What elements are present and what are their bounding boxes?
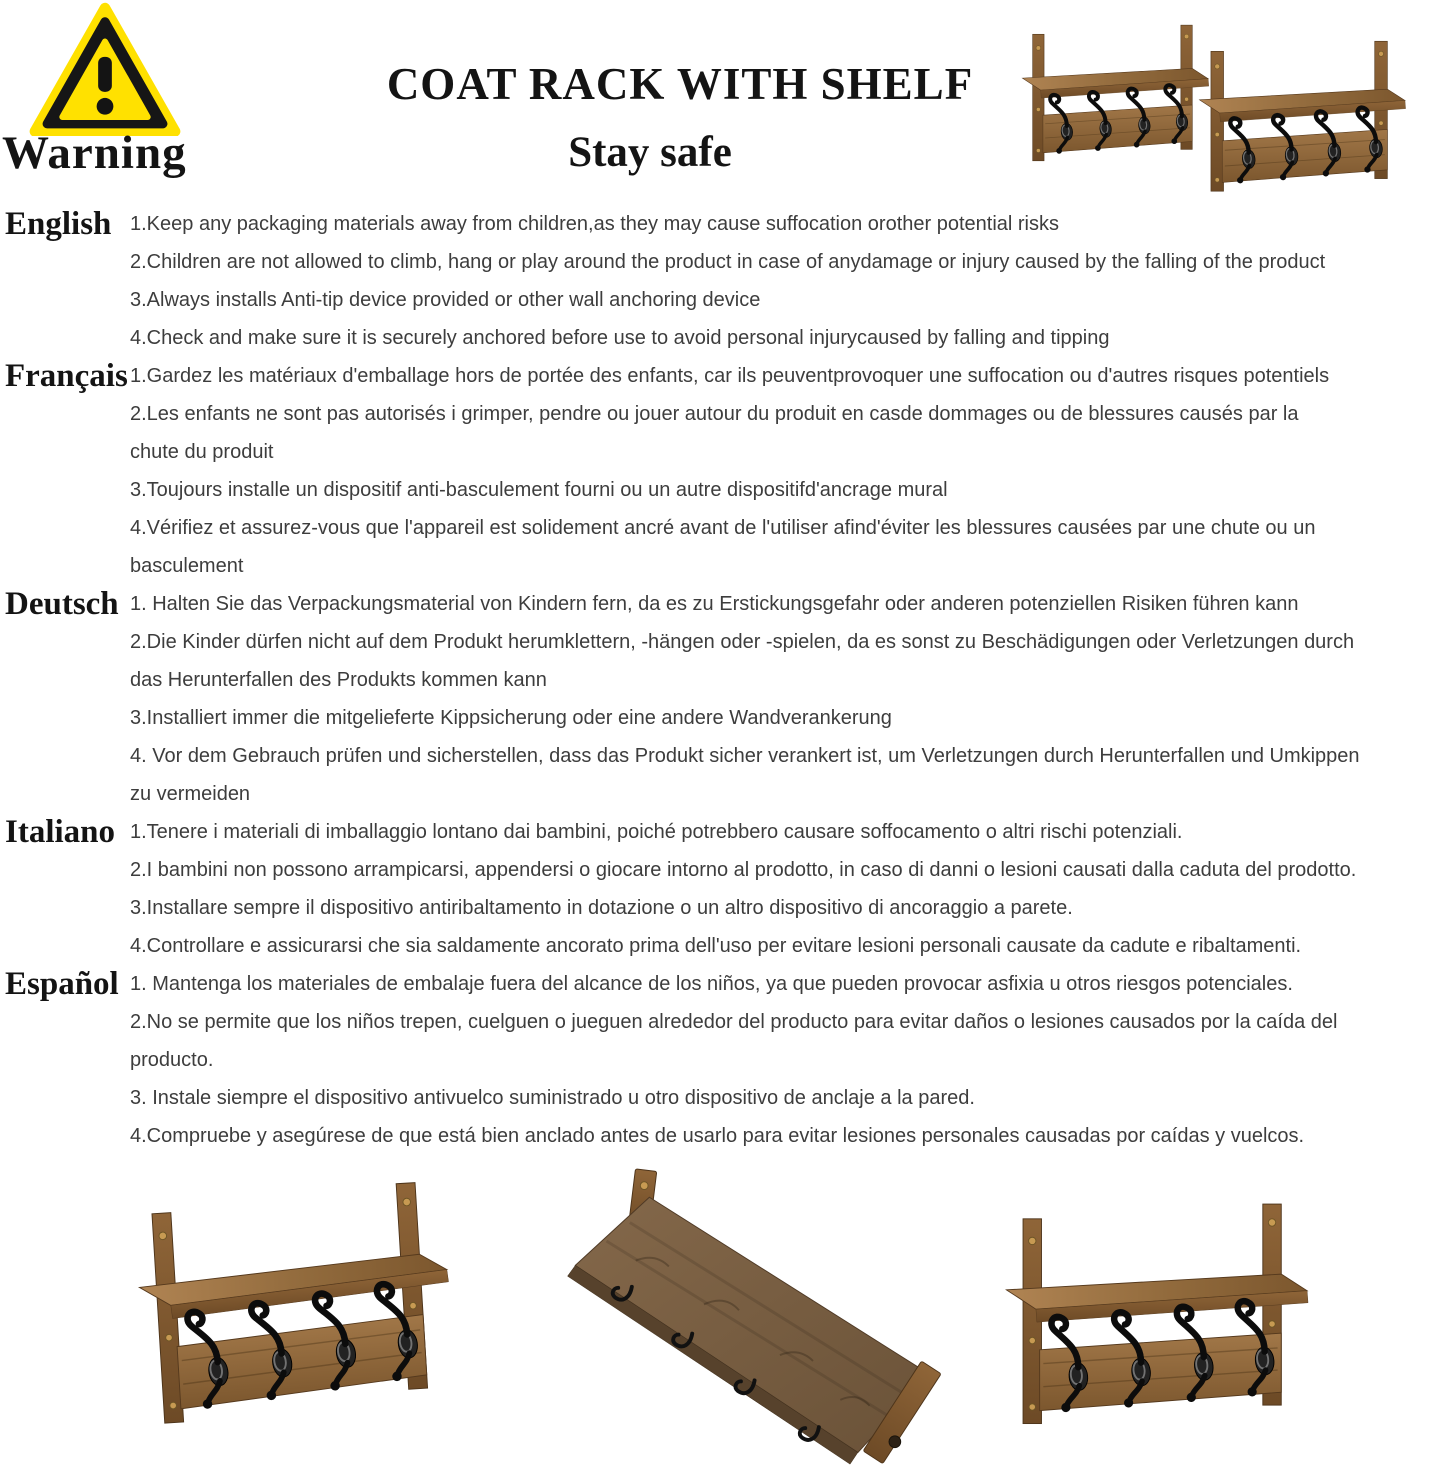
- warning-triangle-icon: [28, 2, 182, 136]
- warning-sections: [0, 205, 1445, 1155]
- warning-line: 1. Halten Sie das Verpackungsmaterial von Kindern fern, da es zu Erstickungsgefahr oder anderen potenziellen Risiken führen kann: [130, 593, 1299, 615]
- warning-line: 3.Installiert immer die mitgelieferte Kippsicherung oder eine andere Wandverankerung: [130, 707, 892, 729]
- warning-line: 2.I bambini non possono arrampicarsi, appendersi o giocare intorno al prodotto, in caso di danni o lesioni causati dalla caduta del prodotto.: [130, 859, 1357, 881]
- warning-line: 1. Mantenga los materiales de embalaje fuera del alcance de los niños, ya que pueden provocar asfixia u otros riesgos potenciales.: [130, 973, 1293, 995]
- product-image-bottom-center: [545, 1168, 970, 1470]
- warning-line: producto.: [130, 1049, 214, 1071]
- warning-line: 2.Die Kinder dürfen nicht auf dem Produkt herumklettern, -hängen oder -spielen, da es sonst zu Beschädigungen oder Verletzungen durch: [130, 631, 1355, 653]
- warning-heading: Warning: [2, 127, 187, 179]
- warning-line: chute du produit: [130, 441, 274, 463]
- language-label-english: English: [5, 206, 112, 242]
- page-title: COAT RACK WITH SHELF: [386, 59, 974, 109]
- section-german: [0, 585, 1445, 813]
- section-italian: [0, 813, 1445, 965]
- warning-line: 3. Instale siempre el dispositivo antivuelco suministrado u otro dispositivo de anclaje a la pared.: [130, 1087, 975, 1109]
- product-image-coat-rack-pair: [1003, 22, 1443, 206]
- language-label-spanish: Español: [5, 966, 119, 1002]
- language-label-italian: Italiano: [5, 814, 116, 850]
- warning-line: 4.Check and make sure it is securely anchored before use to avoid personal injurycaused by falling and tipping: [130, 327, 1110, 349]
- warning-line: 4. Vor dem Gebrauch prüfen und sicherstellen, dass das Produkt sicher verankert ist, um Verletzungen durch Herunterfallen und Umkippen: [130, 745, 1360, 767]
- warning-line: 2.Les enfants ne sont pas autorisés i grimper, pendre ou jouer autour du produit en casde dommages ou de blessures causés par la: [130, 403, 1299, 425]
- section-spanish: [0, 965, 1445, 1155]
- warning-line: 2.No se permite que los niños trepen, cuelguen o jueguen alrededor del producto para evitar daños o lesiones causados por la caída del: [130, 1011, 1338, 1033]
- product-image-bottom-right: [988, 1202, 1320, 1433]
- warning-line: 1.Tenere i materiali di imballaggio lontano dai bambini, poiché potrebbero causare soffocamento o altri rischi potenziali.: [130, 821, 1183, 843]
- language-label-german: Deutsch: [5, 586, 119, 622]
- product-image-bottom-left: [115, 1178, 469, 1435]
- warning-line: 1.Gardez les matériaux d'emballage hors de portée des enfants, car ils peuventprovoquer une suffocation ou d'autres risques potentiels: [130, 365, 1330, 387]
- warning-line: 4.Vérifiez et assurez-vous que l'appareil est solidement ancré avant de l'utiliser afind'éviter les blessures causées par une chute ou un: [130, 517, 1316, 539]
- warning-line: 4.Controllare e assicurarsi che sia saldamente ancorato prima dell'uso per evitare lesioni personali causate da cadute e ribaltamenti.: [130, 935, 1302, 957]
- section-english: [0, 205, 1445, 357]
- section-french: [0, 357, 1445, 585]
- warning-line: zu vermeiden: [130, 783, 251, 805]
- warning-line: das Herunterfallen des Produkts kommen kann: [130, 669, 547, 691]
- language-label-french: Français: [5, 358, 128, 394]
- page-subtitle: Stay safe: [568, 129, 732, 176]
- warning-line: 1.Keep any packaging materials away from children,as they may cause suffocation orother potential risks: [130, 213, 1060, 235]
- warning-line: 3.Installare sempre il dispositivo antiribaltamento in dotazione o un altro dispositivo di ancoraggio a parete.: [130, 897, 1073, 919]
- warning-line: 3.Always installs Anti-tip device provided or other wall anchoring device: [130, 289, 761, 311]
- warning-line: 3.Toujours installe un dispositif anti-basculement fourni ou un autre dispositifd'ancrage mural: [130, 479, 948, 501]
- warning-line: basculement: [130, 555, 244, 577]
- warning-line: 4.Compruebe y asegúrese de que está bien anclado antes de usarlo para evitar lesiones personales causadas por caídas y vuelcos.: [130, 1125, 1305, 1147]
- warning-line: 2.Children are not allowed to climb, hang or play around the product in case of anydamage or injury caused by the falling of the product: [130, 251, 1326, 273]
